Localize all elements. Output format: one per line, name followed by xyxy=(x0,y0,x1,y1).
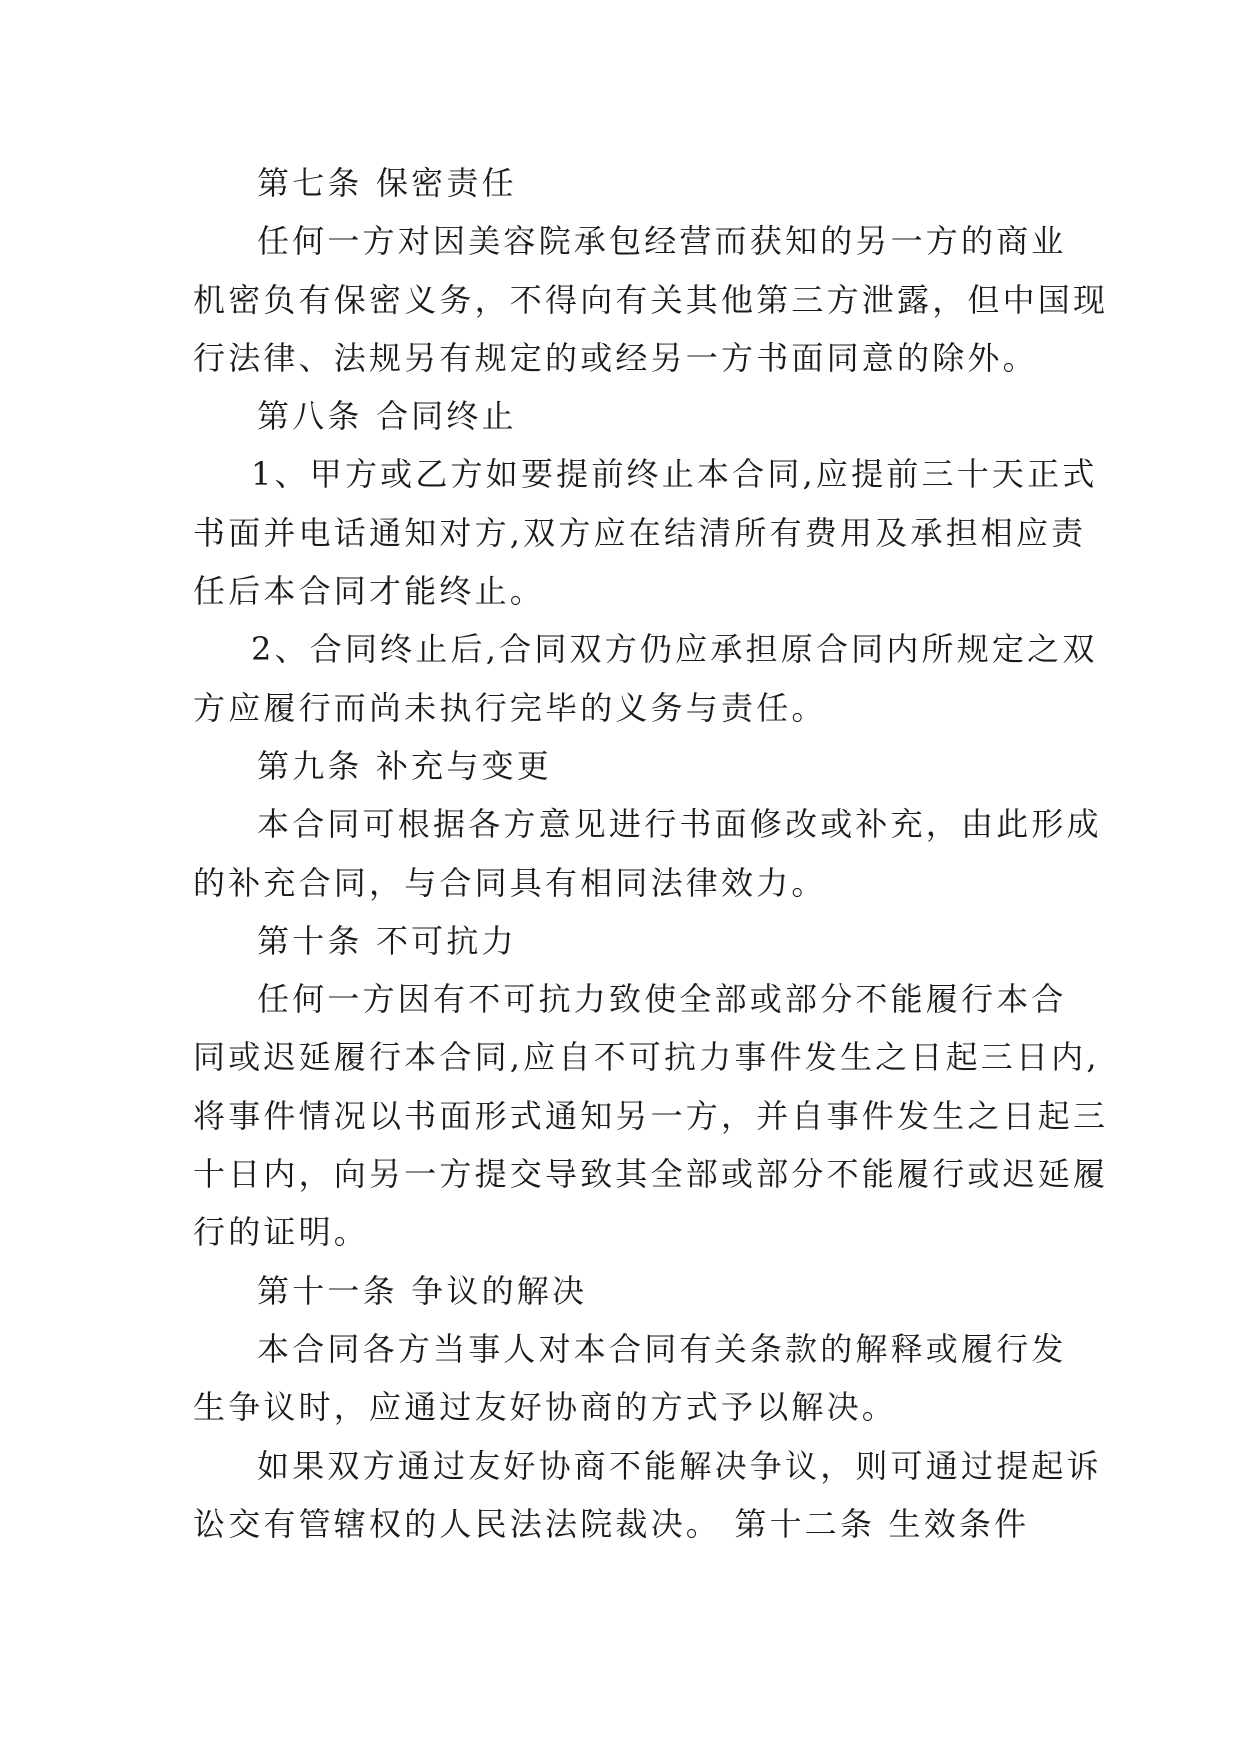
paragraph-line: 机密负有保密义务，不得向有关其他第三方泄露，但中国现 xyxy=(193,280,1109,319)
paragraph-line: 十日内，向另一方提交导致其全部或部分不能履行或迟延履 xyxy=(193,1155,1109,1194)
paragraph-line: 任后本合同才能终止。 xyxy=(193,572,546,611)
paragraph-line: 讼交有管辖权的人民法法院裁决。 第十二条 生效条件 xyxy=(193,1504,1030,1543)
paragraph-line: 行的证明。 xyxy=(193,1213,370,1252)
paragraph-line: 将事件情况以书面形式通知另一方，并自事件发生之日起三 xyxy=(193,1096,1109,1135)
paragraph-line: 同或迟延履行本合同,应自不可抗力事件发生之日起三日内, xyxy=(193,1038,1100,1077)
paragraph-line: 方应履行而尚未执行完毕的义务与责任。 xyxy=(193,688,827,727)
paragraph-line: 如果双方通过友好协商不能解决争议，则可通过提起诉 xyxy=(257,1446,1102,1485)
paragraph-line: 生争议时，应通过友好协商的方式予以解决。 xyxy=(193,1388,898,1427)
article-8-heading: 第八条 合同终止 xyxy=(257,397,517,436)
paragraph-line: 行法律、法规另有规定的或经另一方书面同意的除外。 xyxy=(193,338,1038,377)
document-body xyxy=(193,154,1109,1553)
paragraph-line: 本合同可根据各方意见进行书面修改或补充，由此形成 xyxy=(257,805,1102,844)
paragraph-line: 本合同各方当事人对本合同有关条款的解释或履行发 xyxy=(257,1329,1067,1368)
paragraph-line: 任何一方对因美容院承包经营而获知的另一方的商业 xyxy=(257,222,1067,261)
article-10-heading: 第十条 不可抗力 xyxy=(257,921,517,960)
article-7-heading: 第七条 保密责任 xyxy=(257,164,517,202)
paragraph-line: 的补充合同，与合同具有相同法律效力。 xyxy=(193,863,827,902)
paragraph-line: 2、合同终止后,合同双方仍应承担原合同内所规定之双 xyxy=(251,630,1098,669)
article-11-heading: 第十一条 争议的解决 xyxy=(257,1271,588,1310)
paragraph-line: 任何一方因有不可抗力致使全部或部分不能履行本合 xyxy=(257,980,1067,1019)
paragraph-line: 书面并电话通知对方,双方应在结清所有费用及承担相应责 xyxy=(193,513,1087,552)
paragraph-line: 1、甲方或乙方如要提前终止本合同,应提前三十天正式 xyxy=(251,455,1098,494)
article-9-heading: 第九条 补充与变更 xyxy=(257,746,552,785)
